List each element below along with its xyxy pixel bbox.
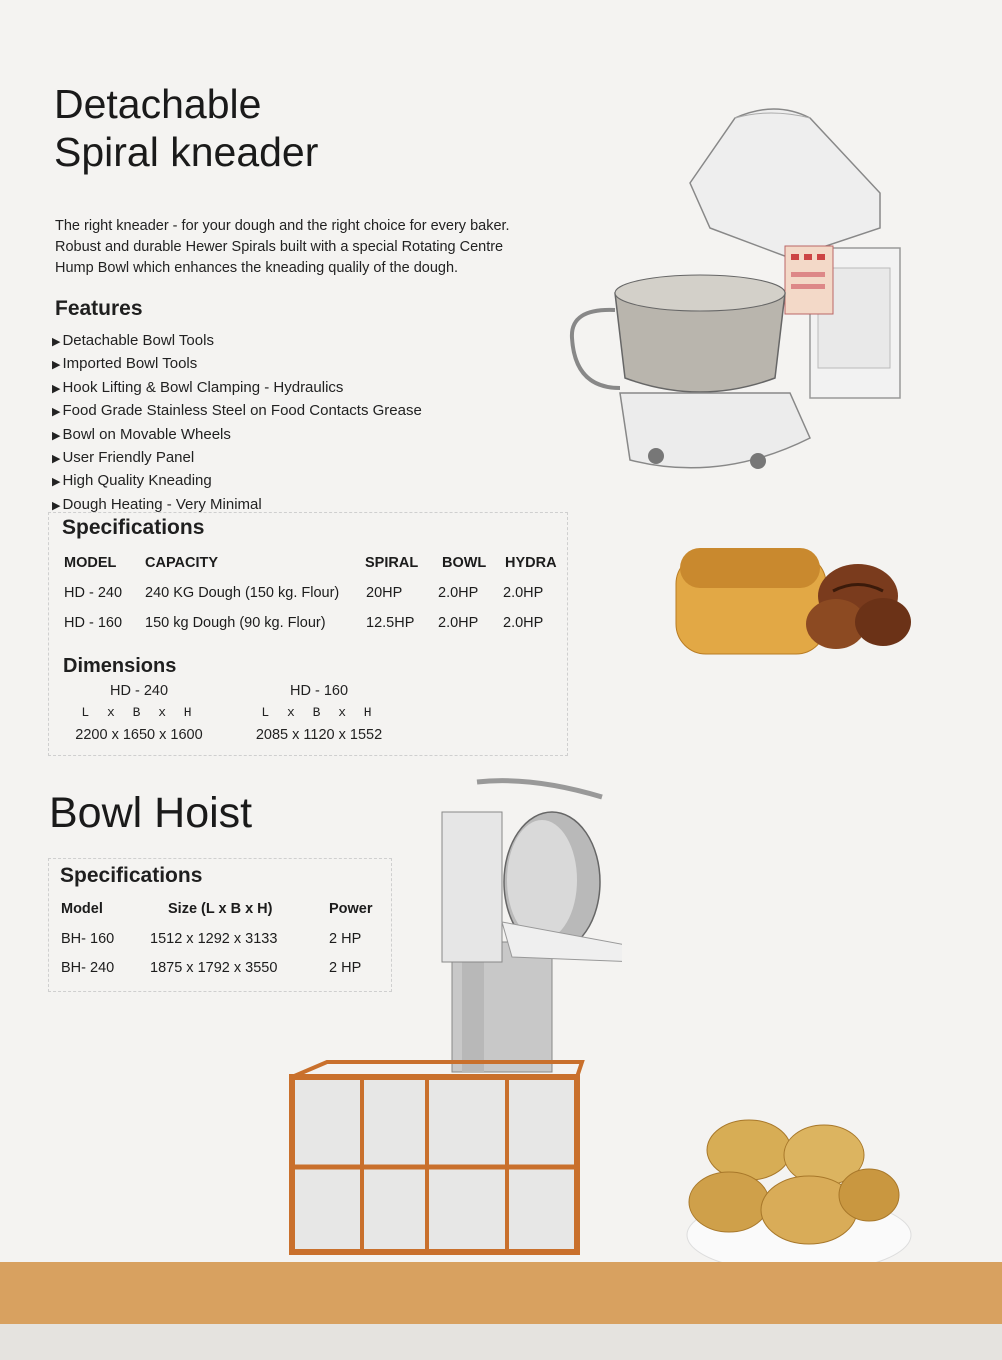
bowl-hoist-image: [282, 772, 622, 1272]
feature-item: ▶ Food Grade Stainless Steel on Food Contacts Grease: [52, 402, 422, 420]
kneader-spec-header-row: [64, 555, 560, 577]
cell-size: 1875 x 1792 x 3550: [150, 960, 278, 976]
dimension-values: 2200 x 1650 x 1600: [75, 727, 203, 743]
cell-capacity: 240 KG Dough (150 kg. Flour): [145, 585, 340, 601]
bullet-arrow-icon: ▶: [52, 499, 61, 512]
spiral-kneader-image: [560, 88, 910, 498]
intro-line: The right kneader - for your dough and the right choice for every baker.: [55, 218, 510, 234]
bullet-arrow-icon: ▶: [52, 429, 61, 442]
feature-item: ▶ User Friendly Panel: [52, 449, 195, 467]
kneader-title-line1: Detachable: [54, 81, 262, 127]
dimension-model: HD - 160: [289, 683, 349, 699]
table-row: [64, 615, 560, 637]
feature-item: ▶ Hook Lifting & Bowl Clamping - Hydraulics: [52, 378, 344, 396]
kneader-intro: [55, 216, 510, 279]
bullet-arrow-icon: ▶: [52, 453, 61, 466]
dimension-block-hd240: [64, 683, 214, 749]
cell-model: HD - 160: [64, 615, 123, 631]
cell-power: 2 HP: [329, 960, 362, 976]
bread-image: [668, 526, 918, 666]
col-header-size: Size (L x B x H): [168, 901, 273, 917]
dimension-values: 2085 x 1120 x 1552: [255, 727, 383, 743]
pastries-image: [684, 1110, 914, 1275]
cell-size: 1512 x 1292 x 3133: [150, 931, 278, 947]
feature-item: ▶ Bowl on Movable Wheels: [52, 425, 231, 443]
feature-item: ▶ Dough Heating - Very Minimal: [52, 495, 262, 513]
cell-model: HD - 240: [64, 585, 123, 601]
dimension-block-hd160: [244, 683, 394, 749]
col-header-bowl: BOWL: [442, 555, 487, 571]
col-header-hydra: HYDRA: [505, 555, 557, 571]
bottom-color-band: [0, 1262, 1002, 1324]
features-heading: Features: [55, 297, 143, 320]
dimension-axes: L x B x H: [261, 705, 377, 720]
bullet-arrow-icon: ▶: [52, 476, 61, 489]
dimension-axes: L x B x H: [81, 705, 197, 720]
kneader-title: [54, 80, 318, 176]
cell-bowl: 2.0HP: [438, 585, 479, 601]
hoist-title: Bowl Hoist: [49, 789, 253, 837]
dimensions-heading: Dimensions: [63, 655, 177, 677]
feature-item: ▶ High Quality Kneading: [52, 472, 212, 490]
bullet-arrow-icon: ▶: [52, 336, 61, 348]
feature-item: ▶ Imported Bowl Tools: [52, 355, 198, 373]
col-header-spiral: SPIRAL: [365, 555, 419, 571]
col-header-capacity: CAPACITY: [145, 555, 219, 571]
intro-line: Robust and durable Hewer Spirals built with a special Rotating Centre: [55, 239, 504, 255]
col-header-model: Model: [61, 901, 103, 917]
cell-hydra: 2.0HP: [503, 615, 544, 631]
bullet-arrow-icon: ▶: [52, 382, 61, 395]
bottom-margin: [0, 1324, 1002, 1360]
col-header-power: Power: [329, 901, 373, 917]
intro-line: Hump Bowl which enhances the kneading qualily of the dough.: [55, 260, 459, 276]
cell-power: 2 HP: [329, 931, 362, 947]
cell-model: BH- 160: [61, 931, 115, 947]
cell-spiral: 12.5HP: [366, 615, 415, 631]
hoist-spec-heading: Specifications: [60, 864, 203, 887]
cell-spiral: 20HP: [366, 585, 403, 601]
cell-capacity: 150 kg Dough (90 kg. Flour): [145, 615, 326, 631]
cell-hydra: 2.0HP: [503, 585, 544, 601]
col-header-model: MODEL: [64, 555, 117, 571]
cell-model: BH- 240: [61, 960, 115, 976]
bullet-arrow-icon: ▶: [52, 359, 61, 372]
kneader-title-line2: Spiral kneader: [54, 129, 319, 175]
cell-bowl: 2.0HP: [438, 615, 479, 631]
feature-item: ▶ Detachable Bowl Tools: [52, 332, 214, 349]
dimension-model: HD - 240: [109, 683, 169, 699]
kneader-spec-heading: Specifications: [62, 516, 205, 539]
table-row: [64, 585, 560, 607]
features-list: [52, 330, 422, 517]
bullet-arrow-icon: ▶: [52, 406, 61, 419]
